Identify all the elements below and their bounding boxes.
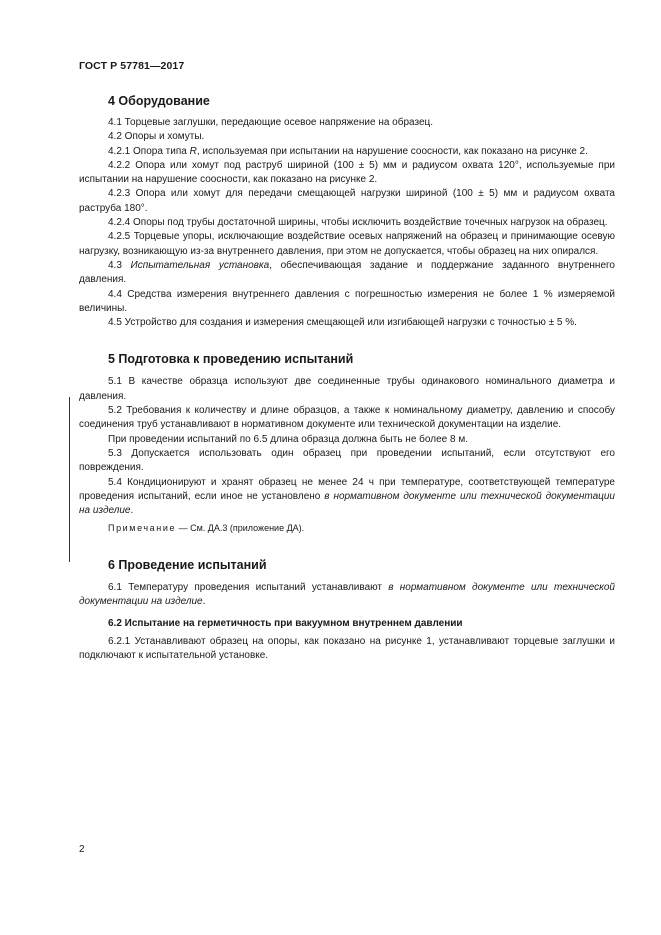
paragraph-4-4: 4.4 Средства измерения внутреннего давления с погрешностью измерения не более 1 % измеряемой величины. (79, 288, 615, 314)
note-text: — См. ДА.3 (приложение ДА). (176, 523, 305, 534)
text-run: , обеспечивающая задание и поддержание заданного внутреннего давления. (79, 259, 615, 286)
text-run: . (130, 505, 134, 517)
italic-run: в нормативном документе или технической документации на изделие (79, 490, 615, 517)
paragraph-5-2-extra: При проведении испытаний по 6.5 длина образца должна быть не более 8 м. (108, 433, 468, 445)
paragraph-4-5: 4.5 Устройство для создания и измерения смещающей или изгибающей нагрузки с точностью ± 5 %. (108, 317, 577, 329)
paragraph-5-4 (79, 476, 615, 519)
paragraph-4-2-2: 4.2.2 Опора или хомут под раструб шириной (100 ± 5) мм и радиусом охвата 120°, используемые при испытании на нарушение соосности, как показано на рисунке 2. (79, 159, 615, 186)
page-content (79, 90, 615, 663)
italic-run: в нормативном документе или технической документации на изделие (79, 581, 615, 608)
section-4-title: 4 Оборудование (108, 94, 210, 108)
text-run: , используемая при испытании на нарушение соосности, как показано на рисунке 2. (196, 145, 588, 157)
paragraph-4-2-4: 4.2.4 Опоры под трубы достаточной ширины, чтобы исключить воздействие точечных нагрузок на образец. (108, 217, 608, 229)
paragraph-4-2: 4.2 Опоры и хомуты. (108, 131, 205, 143)
section-5-title: 5 Подготовка к проведению испытаний (108, 352, 354, 367)
text-run: . (202, 596, 206, 608)
subsection-6-2-title: 6.2 Испытание на герметичность при вакуумном внутреннем давлении (108, 618, 463, 630)
paragraph-4-2-1 (79, 145, 615, 159)
paragraph-4-2-3: 4.2.3 Опора или хомут для передачи смещающей нагрузки шириной (100 ± 5) мм и радиусом охвата раструба 180°. (79, 188, 615, 214)
paragraph-4-3 (79, 259, 615, 288)
section-6-title: 6 Проведение испытаний (108, 557, 267, 572)
italic-run: Испытательная установка (130, 259, 270, 271)
paragraph-5-2: 5.2 Требования к количеству и длине образцов, а также к номинальному диаметру, давлению и способу соединения труб устанавливают в нормативном документе или технической документации на изделие. (79, 405, 615, 431)
text-run: 6.1 Температуру проведения испытаний устанавливают (108, 581, 389, 593)
paragraph-6-1 (79, 581, 615, 610)
page-number: 2 (79, 844, 85, 855)
note-label: Примечание (108, 523, 177, 534)
text-run: 5.4 Кондиционируют и хранят образец не менее 24 ч при температуре, соответствующей температуре проведения испытаний, если иное не установлено (79, 476, 615, 502)
paragraph-4-2-5: 4.2.5 Торцевые упоры, исключающие воздействие осевых напряжений на образец и принимающие осевую нагрузку, возникающую из-за внутреннего давления, при этом не допускается, чтобы образец на них опирался. (79, 231, 615, 257)
paragraph-6-2-1: 6.2.1 Устанавливают образец на опоры, как показано на рисунке 1, устанавливают торцевые заглушки и подключают к испытательной установке. (79, 635, 615, 661)
italic-run: R (189, 145, 197, 157)
document-code: ГОСТ Р 57781—2017 (79, 60, 185, 72)
paragraph-5-1: 5.1 В качестве образца используют две соединенные трубы одинакового номинального диаметра и давления. (79, 376, 615, 402)
paragraph-4-1: 4.1 Торцевые заглушки, передающие осевое напряжение на образец. (108, 117, 434, 128)
text-run: 4.3 (108, 259, 131, 271)
note (79, 521, 615, 535)
paragraph-5-3: 5.3 Допускается использовать один образец при проведении испытаний, если отсутствуют его повреждения. (79, 447, 615, 474)
revision-bar (69, 397, 70, 562)
text-run: 4.2.1 Опора типа (108, 145, 190, 157)
